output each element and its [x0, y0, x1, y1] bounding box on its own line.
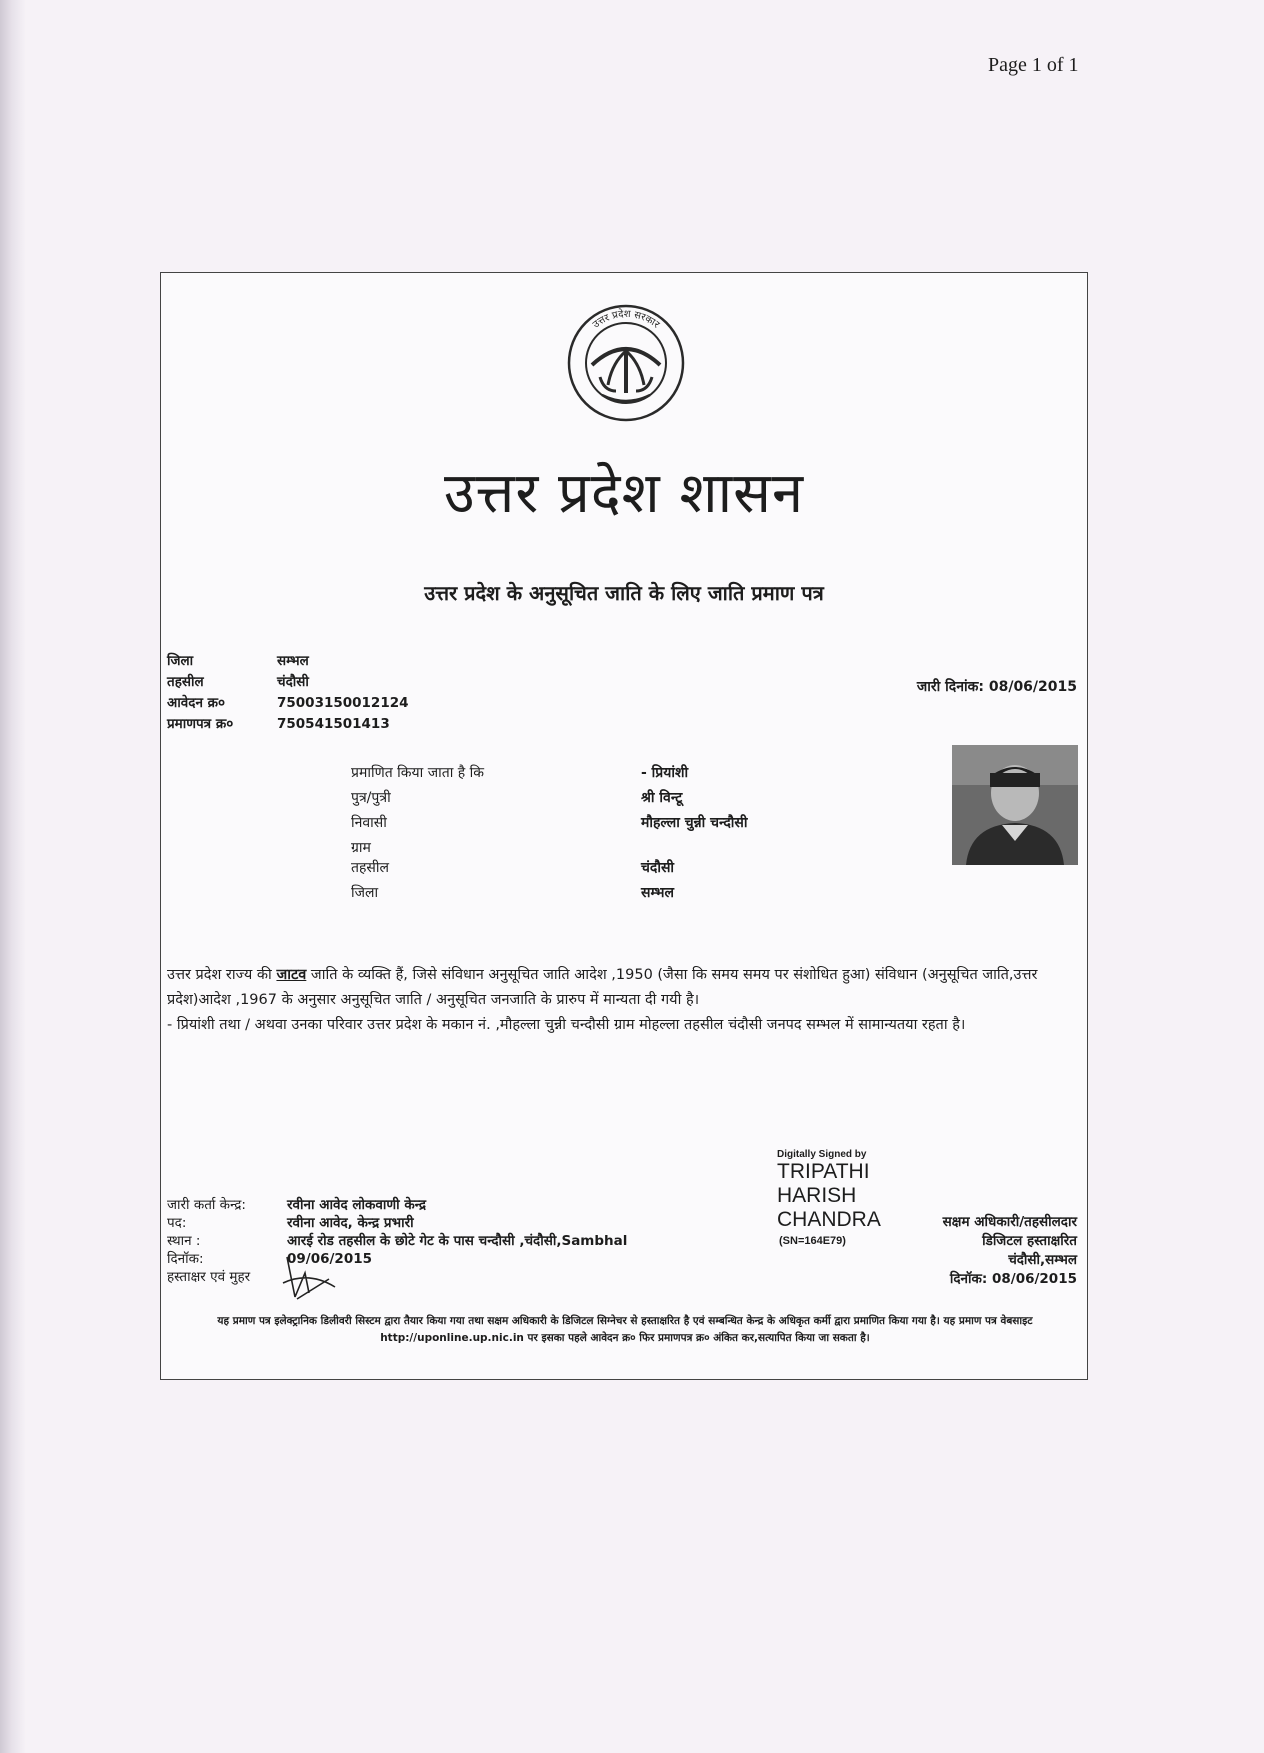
tehsil-label: तहसील	[167, 674, 204, 690]
signer-name-line: CHANDRA	[777, 1208, 881, 1231]
detail-label: तहसील	[351, 860, 389, 876]
issuer-place: आरई रोड तहसील के छोटे गेट के पास चन्दौसी ,चंदौसी,Sambhal	[287, 1233, 628, 1249]
issuer-centre: रवीना आवेद लोकवाणी केन्द्र	[287, 1197, 427, 1213]
scan-edge-shadow	[0, 0, 26, 1753]
digital-signature	[777, 1149, 881, 1232]
application-number: 75003150012124	[277, 695, 409, 711]
caste-name: जाटव	[276, 967, 307, 983]
signature-caption: Digitally Signed by	[777, 1149, 867, 1160]
detail-value: चंदौसी	[641, 860, 675, 876]
sign-seal-label: हस्ताक्षर एवं मुहर	[167, 1269, 251, 1285]
document-subtitle: उत्तर प्रदेश के अनुसूचित जाति के लिए जाति प्रमाण पत्र	[424, 581, 824, 605]
statement-text: जाति के व्यक्ति हैं, जिसे संविधान अनुसूचित जाति आदेश ,1950 (जैसा कि समय समय पर संशोधित हुआ) संविधान (अनुसूचित जाति,उत्तर प्रदेश)आदेश ,1967 के अनुसार अनुसूचित जाति / अनुसूचित जनजाति के प्रारुप में मान्यता दी गयी है।	[167, 967, 1038, 1008]
residence-statement: - प्रियांशी तथा / अथवा उनका परिवार उत्तर प्रदेश के मकान नं. ,मौहल्ला चुन्नी चन्दौसी ग्राम मोहल्ला तहसील चंदौसी जनपद सम्भल में सामान्यतया रहता है।	[167, 1017, 966, 1033]
signer-name-line: HARISH	[777, 1184, 857, 1207]
detail-value: मौहल्ला चुन्नी चन्दौसी	[641, 815, 748, 831]
state-emblem-icon	[562, 303, 690, 423]
detail-label: निवासी	[351, 815, 387, 831]
certificate-number: 750541501413	[277, 716, 390, 732]
issuer-block	[167, 1196, 627, 1286]
authority-block	[943, 1213, 1077, 1289]
district-value: सम्भल	[277, 653, 309, 669]
certificate-meta	[167, 651, 409, 735]
detail-label: पुत्र/पुत्री	[351, 790, 391, 806]
signer-name-line: TRIPATHI	[777, 1160, 870, 1183]
authority-date: दिनॉक: 08/06/2015	[949, 1271, 1077, 1287]
detail-label: ग्राम	[351, 840, 371, 856]
application-label: आवेदन क्र०	[167, 695, 226, 711]
handwritten-signature	[279, 1253, 339, 1303]
emblem-text: उत्तर प्रदेश सरकार	[590, 308, 662, 331]
certificate	[160, 272, 1088, 1380]
certificate-label: प्रमाणपत्र क्र०	[167, 716, 234, 732]
tehsil-value: चंदौसी	[277, 674, 309, 690]
caste-statement	[167, 963, 1079, 1013]
issuer-post: रवीना आवेद, केन्द्र प्रभारी	[287, 1215, 414, 1231]
digitally-signed-label: डिजिटल हस्ताक्षरित	[982, 1233, 1077, 1249]
page-number: Page 1 of 1	[988, 54, 1079, 76]
issuer-date-label: दिनॉक:	[167, 1251, 204, 1267]
detail-value: सम्भल	[641, 885, 674, 901]
issuer-centre-label: जारी कर्ता केन्द्र:	[167, 1197, 246, 1213]
verification-note: यह प्रमाण पत्र इलेक्ट्रानिक डिलीवरी सिस्टम द्वारा तैयार किया गया तथा सक्षम अधिकारी के डिजिटल सिग्नेचर से हस्ताक्षरित है एवं सम्बन्धित केन्द्र के अधिकृत कर्मी द्वारा प्रमाणित किया गया है। यह प्रमाण पत्र वेबसाइट http://uponline.up.nic.in पर इसका पहले आवेदन क्र० फिर प्रमाणपत्र क्र० अंकित कर,सत्यापित किया जा सकता है।	[217, 1315, 1033, 1344]
authority-title: सक्षम अधिकारी/तहसीलदार	[942, 1214, 1077, 1230]
document-title: उत्तर प्रदेश शासन	[443, 461, 805, 526]
issuer-place-label: स्थान :	[167, 1233, 201, 1249]
detail-label: प्रमाणित किया जाता है कि	[351, 765, 485, 781]
detail-label: जिला	[351, 885, 379, 901]
issuer-date: 09/06/2015	[287, 1251, 373, 1267]
issue-date: जारी दिनांक: 08/06/2015	[916, 679, 1077, 695]
detail-value: श्री विन्टू	[641, 790, 683, 806]
holder-photo	[952, 745, 1078, 865]
authority-location: चंदौसी,सम्भल	[1008, 1252, 1077, 1268]
district-label: जिला	[167, 653, 194, 669]
statement-text: उत्तर प्रदेश राज्य की	[167, 967, 277, 983]
certificate-body	[167, 963, 1079, 1038]
issuer-post-label: पद:	[167, 1215, 187, 1231]
detail-value: - प्रियांशी	[641, 765, 689, 781]
signature-serial: (SN=164E79)	[779, 1235, 846, 1247]
